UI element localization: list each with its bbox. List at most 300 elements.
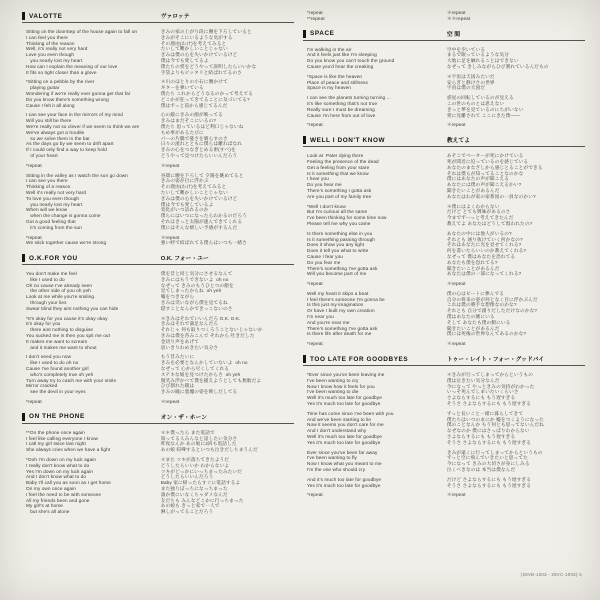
lyric-line-en: Do you know you can't touch the ground — [307, 58, 395, 64]
lyric-line-jp: これは僕の勝手な想像なのかな? — [446, 302, 517, 308]
song-section — [303, 136, 585, 347]
lyric-line-en: so we solve them in the bar — [26, 135, 90, 141]
lyric-line-en: I can see you there — [26, 178, 68, 184]
lyric-line-en: Wondering if we're really ever gonna get that far — [26, 90, 131, 96]
stanza-english — [22, 457, 161, 515]
lyric-line-jp: 僕にはそんな嬉しい予感がするんだ — [160, 224, 238, 230]
stanza — [303, 95, 585, 118]
lyric-line-en: **On the phone once again — [26, 429, 85, 435]
lyric-line-en: To love you even though — [26, 195, 80, 201]
stanza-english — [22, 399, 161, 405]
lyric-line-en: I call my girl twice last night — [26, 441, 86, 447]
stanza — [22, 354, 294, 395]
stanza-japanese — [161, 173, 294, 231]
lyric-line-en: And you're near me — [307, 319, 350, 325]
lyric-line-en: Or have I built my own creation — [307, 308, 375, 314]
lyric-line-jp: それはきっと太陽が運んできてくれる — [160, 218, 243, 224]
lyric-line-en: Got a good feeling that — [26, 218, 76, 224]
stanza-japanese — [447, 477, 585, 489]
lyric-line-jp: ＊川のほとりの小石に腰かけて — [160, 79, 228, 85]
lyric-line-en: *Well I don't know — [307, 203, 346, 209]
lyric-line-jp: さよならするにも もう遅すぎる — [446, 395, 516, 401]
stanza — [303, 341, 585, 347]
lyric-line-jp: 僕は今でも愛しているよ — [160, 201, 214, 207]
lyric-line-en: We stick together cause we're strong — [26, 240, 107, 246]
title-bar-icon — [22, 12, 25, 20]
lyric-line-en: Cause I've found another girl — [26, 366, 89, 372]
lyric-line-en: How can I explain the meaning of our love — [26, 63, 118, 69]
lyric-line-jp: その理由(わけ)を考えてみると — [160, 184, 227, 190]
lyric-line-jp: 自分の将来の姿が何となく目に浮かぶんだ — [446, 296, 538, 302]
lyric-line-jp: 今までずーっと考えてきたんだ — [446, 215, 514, 221]
lyric-line-jp: どうやって見つけたらいいんだろう — [160, 152, 238, 158]
stanza — [303, 204, 585, 227]
stanza-english — [303, 411, 447, 446]
stanza-japanese — [447, 10, 585, 22]
lyric-line-jp: ＊きみが行ってしまってからというもの — [446, 372, 533, 378]
lyric-line-jp: きみはそれで満足なんだろ — [160, 321, 219, 327]
lyric-line-jp: ＊きみはそれでいいんだろ O.K. O.K. — [160, 315, 241, 321]
lyric-line-jp: だけど さよならするにも もう遅すぎる — [446, 476, 532, 482]
stanza-japanese — [447, 95, 585, 118]
lyric-line-en: Does it tell you what to write — [307, 248, 369, 254]
stanza — [22, 173, 294, 231]
lyric-line-en: Mirror cracked — [26, 383, 58, 389]
lyric-line-jp: ツキがどっかにいっちまったみたいだ — [160, 468, 243, 474]
lyric-line-jp: 心の鏡にきみの顔が映ってる — [160, 112, 223, 118]
song-title-jp: オン・ザ・ホーン — [160, 414, 207, 421]
lyric-line-en: Look at me while you're smiling — [26, 294, 95, 300]
lyric-line-en: Yes I'm down on my luck again — [26, 468, 93, 474]
lyric-line-jp: なぜって きしみながらひび割れているんだもの — [446, 63, 549, 69]
lyric-line-jp: 日々の流れとともに僕らは離ればなれ — [160, 141, 243, 147]
stanza-english — [303, 281, 447, 287]
lyric-line-jp: 大地に足を触れることはできない — [446, 58, 519, 64]
lyric-line-jp: きみがそこにいるような気がする — [160, 34, 233, 40]
stanza-japanese — [161, 235, 294, 247]
stanza-japanese — [447, 492, 585, 498]
lyric-line-en: I really don't know what to do — [26, 462, 90, 468]
lyric-line-jp: 知ってる人みんなと話したい気分さ — [160, 435, 238, 441]
lyric-line-jp: 見てしまったからね oh yeh — [160, 288, 222, 294]
lyric-line-en: when the change is gonna come — [26, 213, 101, 219]
lyric-line-en: She always cries when we have a fight — [26, 447, 111, 453]
song-title-jp: 空 間 — [446, 31, 461, 38]
lyric-line-en: Yes it's much too late for goodbye — [307, 401, 381, 407]
lyric-line-en: There's something I gotta ask — [307, 187, 372, 193]
lyric-line-en: I feel there's someone I'm gonna be — [307, 296, 385, 302]
lyric-line-en: I can feel you there — [26, 34, 68, 40]
lyric-line-jp: ＊宇宙は天国みたいだ — [446, 73, 495, 79]
lyric-line-en: there aint nothing to disguise — [26, 327, 94, 333]
lyric-line-en: it's coming from the sun — [26, 224, 82, 230]
lyric-line-en: Well it's much too late for goodbye — [307, 395, 382, 401]
lyric-line-en: **repeat — [307, 15, 325, 21]
lyric-line-jp: ＊僕にはよくわからない — [446, 203, 500, 209]
stanza-japanese — [447, 281, 585, 287]
stanza — [303, 122, 585, 128]
lyric-line-jp: 教えてよ あなたはどうして現われたの? — [446, 220, 533, 226]
song-header — [22, 413, 294, 424]
stanza-english — [22, 271, 161, 312]
stanza-english — [22, 163, 161, 169]
lyric-line-en: Feeling the presence of the dead — [307, 158, 379, 164]
lyric-line-en: who's completely true oh yeh — [26, 371, 94, 377]
lyric-line-en: Are you part of my family tree — [307, 193, 372, 199]
lyric-line-jp: そうさ さよならするにも もう遅すぎる — [446, 482, 532, 488]
stanza-japanese — [447, 372, 585, 407]
stanza-english — [22, 29, 161, 75]
lyric-line-en: *Ever since you've been leaving me — [307, 372, 385, 378]
lyric-line-jp: 僕のことなんか もう何とも思ってないんだね — [446, 422, 544, 428]
lyric-line-jp: 安らぎと静けさの世界 — [446, 79, 495, 85]
lyric-line-en: *repeat — [307, 492, 323, 498]
song-title-en: WELL I DON'T KNOW — [310, 136, 386, 144]
stanza — [303, 47, 585, 70]
stanza-japanese — [447, 122, 585, 128]
lyric-line-en: playing guitar — [26, 85, 60, 91]
song-title-en: O.K.FOR YOU — [29, 254, 78, 262]
lyric-line-en: Will you still be there — [26, 118, 72, 124]
lyric-line-en: Ever since you've been far away — [307, 449, 378, 455]
lyric-line-en: It's okay for you — [26, 321, 61, 327]
stanza-japanese — [447, 291, 585, 337]
lyric-line-jp: 誰か僕にいなくちゃダメなんだ — [160, 491, 228, 497]
lyric-line-en: *repeat — [26, 162, 42, 168]
lyric-line-en: Is it something that we know — [307, 170, 369, 176]
lyric-line-jp: ＊repeat — [446, 492, 466, 498]
lyric-line-en: All my friends been and gone — [26, 497, 90, 503]
lyric-line-en: Get a feeling from your stare — [307, 164, 370, 170]
lyric-line-en: Well it's really not very hard — [26, 189, 87, 195]
lyric-line-en: There's something I've gotta ask — [307, 265, 378, 271]
lyric-line-en: Will you become part of me — [307, 271, 367, 277]
stanza-japanese — [447, 450, 585, 473]
stanza — [303, 74, 585, 91]
lyric-line-en: Please tell me why you came — [307, 220, 371, 226]
lyric-line-en: *Space is like the heaven — [307, 73, 363, 79]
lyric-line-jp: 空中を歩いている — [446, 46, 486, 52]
lyric-line-jp: 金切り声をあげて — [160, 338, 200, 344]
lyric-line-en: Time has come since I've been with you — [307, 410, 394, 416]
stanza — [303, 372, 585, 407]
lyric-line-en: Cause I felt it all along — [26, 102, 75, 108]
stanza — [303, 492, 585, 498]
lyric-line-jp: そうさ さよならするにも もう遅すぎる — [446, 401, 532, 407]
lyric-line-en: *repeat — [26, 399, 42, 405]
stanza-english — [303, 450, 447, 473]
stanza — [303, 450, 585, 473]
lyric-line-jp: いっそ死んでしまいたいくらいさ — [446, 389, 519, 395]
lyric-line-en: I've been wanting to fly — [307, 455, 357, 461]
lyric-line-jp: 泣くべきなのは 本当は僕なんだ — [446, 467, 516, 473]
lyric-line-en: Now I know what you meant to me — [307, 461, 382, 467]
lyric-line-jp: Baby 家に帰ったらすぐに電話するよ — [160, 480, 241, 486]
song-header — [303, 30, 585, 41]
lyric-line-en: There's something I've gotta ask — [307, 325, 378, 331]
lyric-line-en: We're really not so clever if we seem to think we are — [26, 123, 140, 129]
stanza-japanese — [161, 29, 294, 75]
stanza-english — [303, 153, 447, 199]
song-title-en: TOO LATE FOR GOODBYES — [310, 355, 409, 363]
lyric-line-en: Do you know there's something wrong — [26, 96, 109, 102]
lyric-line-jp: 手袋よりもピッタリと結ばれてるのさ — [160, 69, 242, 75]
lyric-line-jp: それとも 通り抜けていく何かなの? — [446, 236, 523, 242]
lyric-line-en: Thinking of the reason — [26, 40, 75, 46]
lyric-line-jp: ＊repeat — [446, 341, 466, 347]
lyric-line-en: I'm the one who should cry — [307, 467, 366, 473]
stanza — [22, 79, 294, 108]
stanza-english — [303, 95, 447, 118]
song-title-jp: 教えてよ — [446, 138, 471, 145]
lyric-line-jp: 今になって やっときみの気持がわかった — [446, 383, 535, 389]
lyric-line-jp: 微笑み浮かべて僕を捕えようとしても無駄だよ — [160, 377, 262, 383]
lyric-line-jp: ひび割れた鏡は — [160, 383, 195, 389]
lyric-line-jp: なぜなのか 僕にはさっぱりわからない — [446, 428, 530, 434]
stanza — [22, 316, 294, 351]
lyric-line-en: you nearly lost my heart — [26, 57, 83, 63]
lyric-line-en: We've always got a trouble — [26, 129, 85, 135]
lyric-line-jp: きみを必要となんかしていないよ oh no — [160, 360, 248, 366]
title-bar-icon — [22, 254, 25, 262]
lyric-line-jp: 僕たち 思っているほど利口じゃないね — [160, 123, 244, 129]
lyric-line-jp: 僕たちはいつのまにか 嘘をつくようになった — [446, 416, 544, 422]
stanza-japanese — [447, 74, 585, 91]
stanza — [22, 29, 294, 75]
lyric-line-jp: 変化がいつ訪れるのか — [160, 207, 209, 213]
stanza-english — [22, 235, 161, 247]
stanza — [303, 477, 585, 489]
song-section — [22, 254, 294, 405]
stanza-english — [22, 112, 161, 158]
stanza-english — [22, 79, 161, 108]
lyric-line-jp: 何を書いたらいいのか教えてくれる? — [446, 248, 527, 254]
song-header — [303, 355, 585, 366]
lyric-line-jp: 隠すことなんかできっこないのさ — [160, 305, 233, 311]
lyric-line-jp: あの娘 喧嘩するといつも泣きだしちまうんだ — [160, 447, 258, 453]
lyric-line-en: It makes me want to scream — [26, 338, 88, 344]
lyric-line-en: Love you even though — [26, 52, 75, 58]
lyric-line-jp: ＊repeat — [160, 162, 180, 168]
stanza-english — [22, 316, 161, 351]
right-column — [303, 10, 585, 503]
lyric-line-jp: あなたの中には他人がいるの? — [446, 230, 512, 236]
lyric-line-jp: きみの心をつなぎとめる術(すべ)を — [160, 147, 236, 153]
lyric-line-en: I've been wanting to die — [307, 389, 359, 395]
lyric-line-en: If I could only find a way to keep hold — [26, 147, 107, 153]
stanza-english — [303, 291, 447, 337]
lyric-line-jp: もめ事があるたびに — [160, 129, 204, 135]
lyric-line-jp: 聞きたいことがあるんだ — [446, 325, 500, 331]
stanza — [22, 271, 294, 312]
stanza-japanese — [161, 112, 294, 158]
lyric-line-en: When will we know — [26, 207, 68, 213]
lyric-line-en: Cause I'm here from out of love — [307, 112, 376, 118]
lyric-line-en: Is there something else in you — [307, 230, 373, 236]
lyric-line-en: I've been wanting to cry — [307, 377, 359, 383]
lyric-line-en: and it makes me want to shout — [26, 344, 97, 350]
lyric-line-jp: あの娘も きっと家で一人で — [160, 503, 220, 509]
lyric-line-jp: それじゃ 何も取りつくろうことないじゃないか — [160, 327, 263, 333]
lyric-line-jp: ずっと長いこと一緒に暮らしてきて — [446, 410, 524, 416]
stanza-japanese — [161, 457, 294, 515]
lyric-line-en: Baby I'll call you as soon as I get home — [26, 480, 111, 486]
song-header — [303, 136, 585, 147]
song-section — [303, 30, 585, 129]
lyric-line-jp: たいして難かしいことじゃない — [160, 189, 228, 195]
stanza-english — [22, 173, 161, 231]
stanza-japanese — [161, 354, 294, 395]
song-title-en: VALOTTE — [29, 12, 63, 20]
lyric-line-jp: きみにはもうできないよ oh no — [160, 276, 229, 282]
lyric-line-en: like I used to do — [26, 276, 65, 282]
stanza-japanese — [161, 430, 294, 453]
stanza-english — [303, 341, 447, 347]
lyric-line-en: I don't need you now — [26, 354, 72, 360]
lyric-line-en: Turn away try to catch me with your smile — [26, 377, 117, 383]
stanza-english — [303, 477, 447, 489]
lyric-line-jp: どうしたらいいか わからないよ — [160, 462, 230, 468]
stanza-japanese — [447, 231, 585, 277]
lyric-line-jp: また独りぼっちになっちまった — [160, 486, 228, 491]
lyric-line-jp: ずっと空に飛んでいきたいと思ってた — [446, 455, 528, 461]
stanza — [22, 430, 294, 453]
lyric-line-en: you nearly lost my heart — [26, 201, 83, 207]
lyric-line-en: I feel like calling everyone I know — [26, 435, 99, 441]
lyric-line-en: I'm near you — [307, 314, 334, 320]
lyric-line-jp: 僕の心はビートに弾んでる — [446, 290, 505, 296]
stanza-english — [303, 74, 447, 91]
lyric-line-jp: 死が間近に迫っているのを感じている — [446, 158, 529, 164]
lyric-line-jp: ＊repeat — [446, 10, 466, 15]
lyric-line-en: Sitting in the valley as I watch the sun go down — [26, 172, 128, 178]
song-section — [22, 413, 294, 515]
song-title-en: SPACE — [310, 30, 335, 38]
lyric-line-jp: ＊＊僕ったら また電話で — [160, 429, 215, 435]
lyric-line-en: Well my heart it skips a beat — [307, 290, 369, 296]
lyric-line-en: Do you hear me — [307, 182, 342, 188]
lyric-line-jp: あなたは僕の一部になってくれる? — [446, 271, 522, 277]
lyric-line-en: I hear you — [307, 176, 329, 182]
song-title-en: ON THE PHONE — [29, 413, 85, 421]
stanza-english — [303, 492, 447, 498]
lyric-line-en: Place of peace and stillness — [307, 79, 368, 85]
lyric-line-en: I'm walking in the air — [307, 46, 352, 52]
lyric-line-jp: それは僕らが知ってることなのかな — [446, 170, 524, 176]
title-bar-icon — [303, 136, 306, 144]
stanza — [303, 153, 585, 199]
lyric-line-jp: たいして難かしいことじゃない — [160, 46, 228, 52]
lyric-line-en: like I used to do oh no — [26, 360, 79, 366]
lyric-line-jp: 今になって きみの大切さが身にしみる — [446, 461, 530, 467]
lyric-line-jp: ＊repeat — [446, 122, 466, 128]
stanza-japanese — [161, 163, 294, 169]
lyric-line-en: And it feels just like I'm sleeping — [307, 52, 377, 58]
lyric-line-jp: きみはまだそこにいるの? — [160, 118, 217, 124]
lyric-line-jp: この世のものとは思えない — [446, 100, 505, 106]
lyric-line-jp: きみは僕の心を失いかけているけど — [160, 195, 238, 201]
lyric-line-jp: 聞きたいことがあるんだ — [446, 187, 500, 193]
lyric-line-en: through your lies — [26, 300, 67, 306]
lyric-line-en: *repeat — [307, 10, 323, 15]
lyric-line-en: Now it seems you don't care for me — [307, 422, 384, 428]
lyric-line-jp: 僕たちの愛をどうやって説明したらいいかな — [160, 63, 257, 69]
lyric-line-en: Thinking of a reason — [26, 184, 71, 190]
lyric-line-jp: あなたのまなざしから感じとることができる — [446, 164, 543, 170]
lyric-line-jp: きみの瞳に悪魔の姿を映しだしてる — [160, 389, 238, 395]
lyric-line-jp: ＊repeat — [160, 234, 180, 240]
lyric-line-jp: どうしたらいいんだろう — [160, 474, 214, 480]
stanza-japanese — [447, 47, 585, 70]
lyric-line-jp: まるで眠っているような気分 — [446, 52, 510, 58]
stanza-english — [303, 47, 447, 70]
song-section — [303, 355, 585, 498]
lyric-line-jp: ＊repeat — [160, 399, 180, 405]
lyric-line-en: Swear blind they aint nothing you can hide — [26, 305, 119, 311]
lyric-line-jp: そして あなたも僕の側にいる — [446, 319, 511, 325]
lyric-line-jp: 淋しがってることだろう — [160, 509, 214, 515]
stanza — [303, 231, 585, 277]
lyric-line-en: My girl's at home — [26, 503, 63, 509]
lyric-line-jp: その理由(わけ)を考えてみると — [160, 40, 227, 46]
stanza-english — [303, 231, 447, 277]
song-title-jp: トゥー・レイト・フォー・グッドバイ — [446, 357, 545, 364]
lyric-line-en: Does it show you any light — [307, 242, 365, 248]
lyric-line-en: As the days go by we seem to drift apart — [26, 141, 114, 147]
lyric-line-en: but she's all alone — [26, 509, 70, 515]
lyric-line-jp: 僕にはあなたの声が聞こえる — [446, 176, 510, 182]
lyric-line-jp: そうさ さよならするにも もう遅すぎる — [446, 439, 532, 445]
lyric-line-jp: もう昔みたいに — [160, 354, 195, 360]
lyric-line-jp: なぜって 心から尽くしてくれる — [160, 366, 230, 372]
lyric-line-en: It's like something that's not true — [307, 100, 378, 106]
lyric-line-jp: 宇宙は僕の天国だ — [446, 85, 486, 91]
lyric-line-jp: 僕たち これからどうなるのかって考えてる — [160, 90, 254, 96]
lyric-line-en: You don't make me feel — [26, 271, 77, 277]
lyric-line-en: Is there life after death for me — [307, 331, 372, 337]
stanza — [22, 399, 294, 405]
lyric-line-jp: バーの片隅で憂さを晴らすのさ — [160, 135, 228, 141]
lyric-line-en: *repeat — [307, 281, 323, 287]
lyric-line-en: Cause I fear you — [307, 253, 343, 259]
lyric-line-en: Well, it's really not very hard — [26, 46, 88, 52]
lyric-line-jp: なぜって きみのもうひとつの顔を — [160, 282, 234, 288]
title-bar-icon — [303, 30, 306, 38]
lyric-line-jp: 友だちも みんなどこかに行っちまった — [160, 497, 244, 503]
song-title-jp: O.K. フォー・ユー — [160, 256, 209, 263]
lyric-line-jp: あそこでペーターが死にかけている — [446, 153, 524, 159]
lyric-line-en: But I'm curious all the same — [307, 209, 368, 215]
lyric-line-jp: 谷間に腰を下ろして 夕陽を眺めてると — [160, 172, 244, 178]
lyric-line-en: And I don't know what to do — [26, 474, 87, 480]
lyric-line-jp: なぜって 僕はあなたを恐れてる — [446, 253, 516, 259]
lyric-line-en: And we've been starting to lie — [307, 416, 372, 422]
song-header — [22, 254, 294, 265]
lyric-line-jp: ＊＊repeat — [446, 15, 471, 21]
song-header — [22, 12, 294, 23]
lyric-line-en: Sitting on the doorstep of the house again to fall on — [26, 29, 138, 34]
lyric-line-en: Now I know how it feels for you — [307, 383, 375, 389]
lyric-line-jp: きみの姿が目に浮かぶ — [160, 178, 209, 184]
title-bar-icon — [22, 413, 25, 421]
lyric-line-jp: 思いきりわめきたい気分さ — [160, 344, 219, 350]
stanza — [303, 281, 585, 287]
stanza-japanese — [161, 316, 294, 351]
left-column — [22, 10, 294, 520]
stanza-english — [22, 354, 161, 395]
lyric-line-jp: きみは笑いながら僕を見てるね — [160, 300, 228, 306]
lyric-line-jp: ギターを弾いている — [160, 85, 204, 91]
